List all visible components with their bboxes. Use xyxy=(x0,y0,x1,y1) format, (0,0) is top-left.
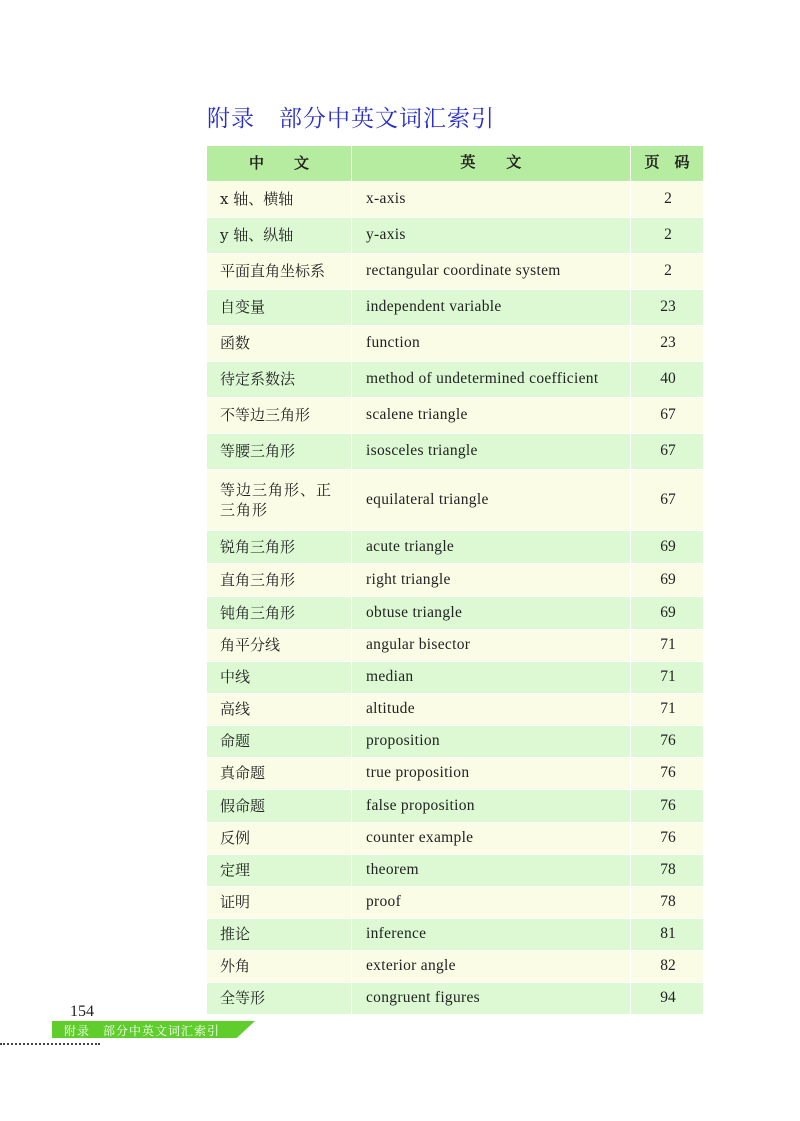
table-row xyxy=(207,919,703,951)
english-term: function xyxy=(352,326,631,361)
table-row xyxy=(207,790,703,823)
english-term: median xyxy=(352,662,631,693)
chinese-term: 钝角三角形 xyxy=(207,597,352,629)
chinese-term: 待定系数法 xyxy=(207,362,352,397)
page-ref: 76 xyxy=(660,764,676,782)
english-term: exterior angle xyxy=(352,951,631,982)
english-term: congruent figures xyxy=(352,983,631,1014)
table-row xyxy=(207,597,703,630)
table-row xyxy=(207,887,703,919)
english-term: method of undetermined coefficient xyxy=(352,362,631,397)
page-ref: 71 xyxy=(660,700,676,718)
table-row xyxy=(207,290,703,326)
page-ref: 2 xyxy=(664,190,672,208)
table-row xyxy=(207,254,703,290)
table-row xyxy=(207,758,703,790)
chinese-term: 定理 xyxy=(207,855,352,886)
chinese-term: y 轴、纵轴 xyxy=(207,218,352,253)
chinese-term: x 轴、横轴 xyxy=(207,182,352,217)
chinese-term: 直角三角形 xyxy=(207,564,352,596)
vocabulary-index-table xyxy=(207,146,703,1015)
english-term: independent variable xyxy=(352,290,631,325)
chinese-term: 全等形 xyxy=(207,983,352,1014)
english-term: proposition xyxy=(352,726,631,757)
table-row xyxy=(207,398,703,434)
english-term: theorem xyxy=(352,855,631,886)
table-row xyxy=(207,951,703,983)
english-term: altitude xyxy=(352,694,631,725)
chinese-term: 证明 xyxy=(207,887,352,918)
page-ref: 67 xyxy=(660,490,676,508)
footer-dotted-line xyxy=(0,1043,100,1045)
english-term: right triangle xyxy=(352,564,631,596)
page-ref: 78 xyxy=(660,893,676,911)
page-ref: 81 xyxy=(660,925,676,943)
page-ref: 82 xyxy=(660,957,676,975)
english-term: x-axis xyxy=(352,182,631,217)
header-chinese: 中 文 xyxy=(207,146,352,181)
table-row xyxy=(207,182,703,218)
table-row xyxy=(207,823,703,855)
chinese-term: 真命题 xyxy=(207,758,352,789)
english-term: obtuse triangle xyxy=(352,597,631,629)
header-page: 页 码 xyxy=(644,155,690,172)
page-ref: 67 xyxy=(660,406,676,424)
page-ref: 69 xyxy=(660,537,676,555)
chinese-term: 角平分线 xyxy=(207,630,352,661)
english-term: isosceles triangle xyxy=(352,434,631,469)
header-english: 英 文 xyxy=(352,146,631,181)
table-header-row xyxy=(207,146,703,182)
page-ref: 67 xyxy=(660,442,676,460)
table-row xyxy=(207,726,703,758)
table-row xyxy=(207,983,703,1015)
table-body xyxy=(207,182,703,1015)
chinese-term: 反例 xyxy=(207,823,352,854)
english-term: inference xyxy=(352,919,631,950)
page-ref: 69 xyxy=(660,570,676,588)
page-ref: 23 xyxy=(660,334,676,352)
page-ref: 76 xyxy=(660,796,676,814)
chinese-term: 平面直角坐标系 xyxy=(207,254,352,289)
chinese-term: 外角 xyxy=(207,951,352,982)
page-ref: 76 xyxy=(660,829,676,847)
table-row xyxy=(207,855,703,887)
page-ref: 2 xyxy=(664,262,672,280)
table-row xyxy=(207,531,703,564)
english-term: equilateral triangle xyxy=(352,470,631,530)
table-row xyxy=(207,326,703,362)
chinese-term: 等边三角形、正三角形 xyxy=(207,470,352,530)
table-row xyxy=(207,630,703,662)
english-term: proof xyxy=(352,887,631,918)
page-ref: 71 xyxy=(660,636,676,654)
table-row xyxy=(207,694,703,726)
english-term: false proposition xyxy=(352,790,631,822)
page-ref: 71 xyxy=(660,668,676,686)
table-row xyxy=(207,218,703,254)
page-ref: 69 xyxy=(660,603,676,621)
table-row xyxy=(207,470,703,531)
english-term: scalene triangle xyxy=(352,398,631,433)
page-ref: 2 xyxy=(664,226,672,244)
page-ref: 40 xyxy=(660,370,676,388)
table-row xyxy=(207,434,703,470)
table-row xyxy=(207,362,703,398)
english-term: counter example xyxy=(352,823,631,854)
english-term: rectangular coordinate system xyxy=(352,254,631,289)
english-term: acute triangle xyxy=(352,531,631,563)
chinese-term: 函数 xyxy=(207,326,352,361)
english-term: true proposition xyxy=(352,758,631,789)
page-title: 附录 部分中英文词汇索引 xyxy=(207,106,495,132)
english-term: angular bisector xyxy=(352,630,631,661)
table-row xyxy=(207,662,703,694)
page-ref: 78 xyxy=(660,861,676,879)
page-number: 154 xyxy=(70,1003,94,1020)
page-ref: 94 xyxy=(660,989,676,1007)
chinese-term: 高线 xyxy=(207,694,352,725)
chinese-term: 推论 xyxy=(207,919,352,950)
chinese-term: 命题 xyxy=(207,726,352,757)
table-row xyxy=(207,564,703,597)
running-title: 附录 部分中英文词汇索引 xyxy=(64,1024,221,1038)
chinese-term: 不等边三角形 xyxy=(207,398,352,433)
chinese-term: 中线 xyxy=(207,662,352,693)
english-term: y-axis xyxy=(352,218,631,253)
chinese-term: 假命题 xyxy=(207,790,352,822)
page-ref: 23 xyxy=(660,298,676,316)
page-ref: 76 xyxy=(660,732,676,750)
chinese-term: 锐角三角形 xyxy=(207,531,352,563)
chinese-term: 自变量 xyxy=(207,290,352,325)
chinese-term: 等腰三角形 xyxy=(207,434,352,469)
